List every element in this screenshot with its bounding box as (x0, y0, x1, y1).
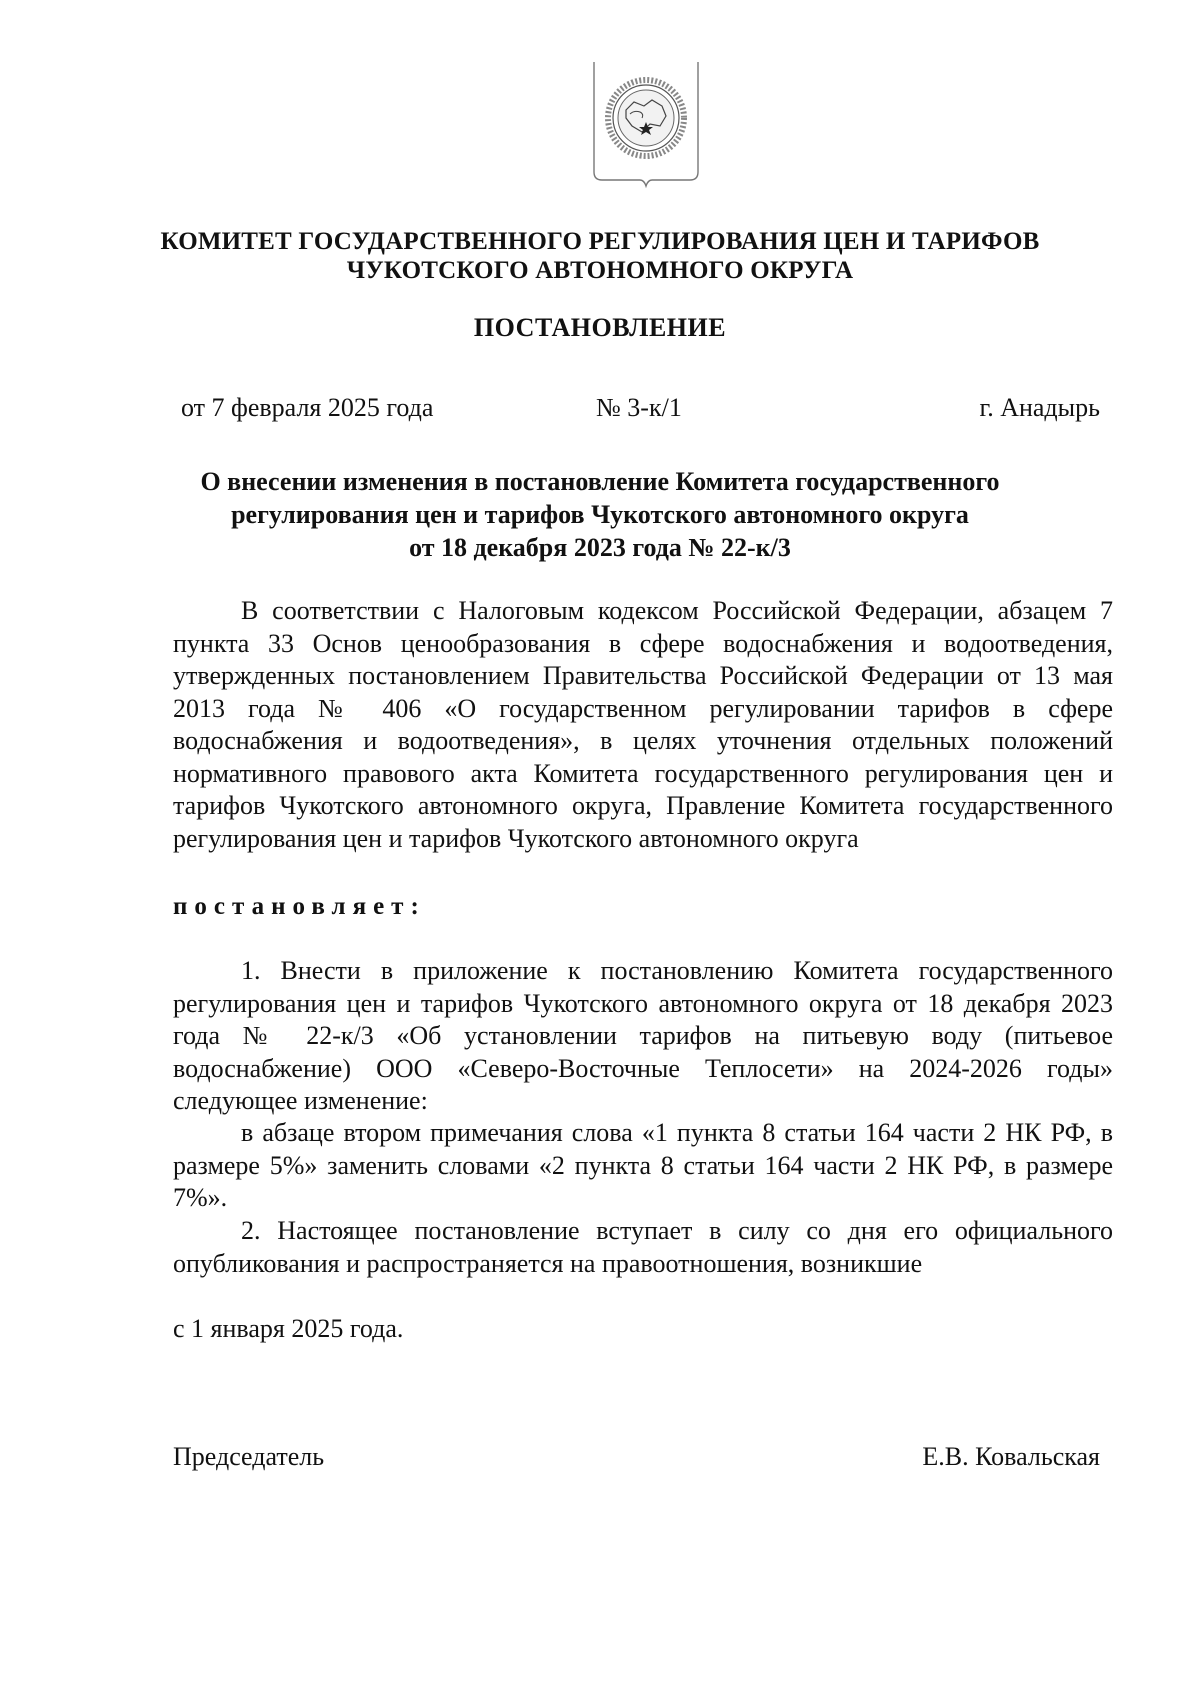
document-city: г. Анадырь (979, 393, 1100, 422)
clause-1-detail (173, 1117, 1113, 1215)
clause-1-detail-text: в абзаце втором примечания слова «1 пункта 8 статьи 164 части 2 НК РФ, в размере 5%» заменить словами «2 пункта 8 статьи 164 части 2 НК РФ, в размере 7%». (173, 1118, 1113, 1212)
clause-2-tail: с 1 января 2025 года. (173, 1314, 404, 1343)
clause-2 (173, 1215, 1113, 1280)
document-type: ПОСТАНОВЛЕНИЕ (473, 313, 727, 342)
clause-2-text: 2. Настоящее постановление вступает в силу со дня его официального опубликования и распространяется на правоотношения, возникшие (173, 1216, 1113, 1278)
signatory-role: Председатель (173, 1442, 325, 1471)
resolves-word: постановляет: (173, 893, 426, 920)
committee-name-line1: КОМИТЕТ ГОСУДАРСТВЕННОГО РЕГУЛИРОВАНИЯ ЦЕН И ТАРИФОВ (160, 228, 1040, 255)
subject-line3: от 18 декабря 2023 года № 22-к/3 (409, 533, 791, 562)
document-date: от 7 февраля 2025 года (181, 393, 434, 422)
subject-line1: О внесении изменения в постановление Комитета государственного (200, 467, 1000, 496)
preamble-text: В соответствии с Налоговым кодексом Российской Федерации, абзацем 7 пункта 33 Основ ценообразования в сфере водоснабжения и водоотведения, утвержденных постановлением Правительства Российской Федерации от 13 мая 2013 года № 406 «О государственном регулировании тарифов в сфере водоснабжения и водоотведения», в целях уточнения отдельных положений нормативного правового акта Комитета государственного регулирования цен и тарифов Чукотского автономного округа, Правление Комитета государственного регулирования цен и тарифов Чукотского автономного округа (173, 596, 1113, 853)
committee-name-line2: ЧУКОТСКОГО АВТОНОМНОГО ОКРУГА (346, 257, 854, 284)
subject-line2: регулирования цен и тарифов Чукотского автономного округа (231, 500, 969, 529)
document-number: № 3-к/1 (596, 393, 682, 422)
signatory-name: Е.В. Ковальская (922, 1442, 1100, 1471)
chukotka-coat-of-arms-icon (586, 60, 706, 206)
preamble-paragraph (173, 595, 1113, 855)
clause-1-text: 1. Внести в приложение к постановлению Комитета государственного регулирования цен и тарифов Чукотского автономного округа от 18 декабря 2023 года № 22-к/3 «Об установлении тарифов на питьевую воду (питьевое водоснабжение) ООО «Северо-Восточные Теплосети» на 2024-2026 годы» следующее изменение: (173, 956, 1113, 1115)
clause-1 (173, 955, 1113, 1118)
